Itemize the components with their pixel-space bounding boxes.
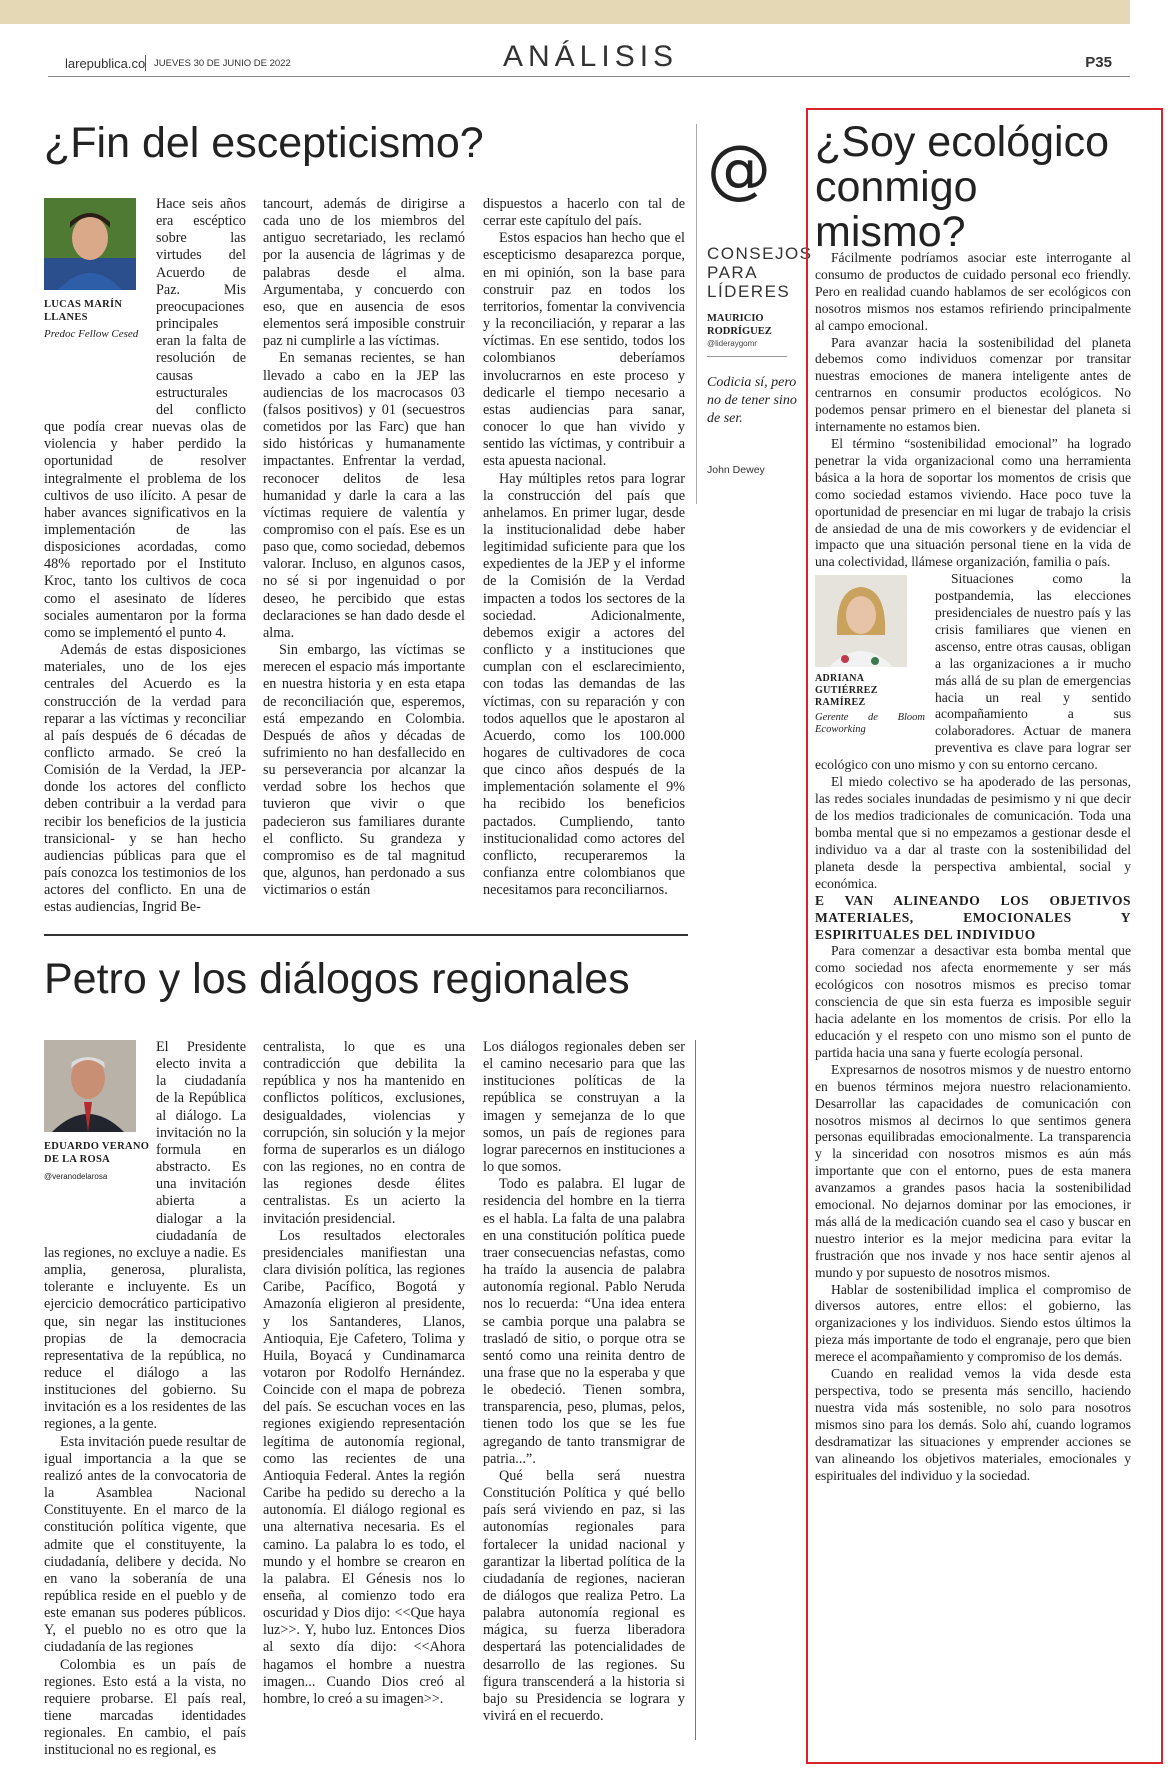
column-divider bbox=[695, 1040, 696, 1740]
paragraph: Para comenzar a desactivar esta bomba mental que como sociedad nos afecta enormemente y ser más ecológicos con nosotros mismos es preciso tomar consciencia de que sin esta fuerza es imposible seguir hacia adelante en los momentos de crisis. Por ello la educación y el respeto con uno mismo son el punto de partida hacia una sana y fuerte ecología personal. bbox=[815, 943, 1131, 1060]
author-role: Gerente de Bloom Ecoworking bbox=[815, 712, 925, 736]
article1-column-1 bbox=[44, 196, 246, 917]
section-name: ANÁLISIS bbox=[503, 40, 679, 73]
paragraph: Para avanzar hacia la sostenibilidad del planeta debemos como individuos comenzar por transitar nuestras emociones de manera inteligente antes de centrarnos en consumir productos ecológicos. No podemos pensar primero en el bienestar del planeta si internamente no estamos bien. bbox=[815, 334, 1131, 435]
author-name: LUCAS MARÍN LLANES bbox=[44, 299, 123, 323]
sidebar-author-name: MAURICIO RODRÍGUEZ bbox=[707, 313, 772, 337]
paragraph: En semanas recientes, se han llevado a cabo en la JEP las audiencias de los macrocasos 03 (falsos positivos) y 01 (secuestros cometidos por las Farc) que han sido históricas y humanamente impactantes. Enfrentar la verdad, reconocer delitos de lesa humanidad y darle la cara a las víctimas requiere de valentía y compromiso con el país. Ese es un paso que, como sociedad, debemos valorar. Incluso, en algunos casos, no sé si por ingenuidad o por deseo, he percibido que estas declaraciones se han dado desde el alma. bbox=[263, 350, 465, 641]
paragraph: Hace seis años era escéptico sobre las virtudes del Acuerdo de Paz. Mis preocupaciones principales eran la falta de resolución de causas estructurales del conflicto que podía crear nuevas olas de violencia y haber perdido la oportunidad de resolver integralmente el problema de los cultivos de uso ilícito. A pesar de haber avances significativos en la implementación de las disposiciones acordadas, como 48% reportado por el Instituto Kroc, tanto los cultivos de coca como el asesinato de líderes sociales aumentaron por la forma como se implementó el punto 4. bbox=[44, 196, 246, 641]
paragraph: dispuestos a hacerlo con tal de cerrar este capítulo del país. bbox=[483, 196, 685, 230]
article3-body bbox=[815, 250, 1131, 1484]
paragraph: Los resultados electorales presidenciales manifiestan una clara división política, las regiones Caribe, Pacífico, Bogotá y Amazonía eligieron al presidente, y los Santanderes, Llanos, Antioquia, Eje Cafetero, Tolima y Huila, Boyacá y Cundinamarca votaron por Rodolfo Hernández. Coincide con el mapa de pobreza del país. Se escuchan voces en las regiones exigiendo representación legítima de autonomía regional, como las recientes de una Antioquia Federal. Antes la región Caribe ha pedido su derecho a la autonomía. El diálogo regional es una alternativa necesaria. Es el camino. La palabra lo es todo, el mundo y el hombre se crearon en la palabra. El Génesis nos lo enseña, al comienzo todo era oscuridad y Dios dijo: <<Que haya luz>>. Y, hubo luz. Entonces Dios al sexto día dijo: <<Ahora hagamos el hombre a nuestra imagen... Cuando Dios creó al hombre, lo creó a su imagen>>. bbox=[263, 1227, 465, 1707]
article2-column-3 bbox=[483, 1039, 685, 1725]
paragraph: tancourt, además de dirigirse a cada uno de los miembros del antiguo secretariado, les reclamó por la ausencia de lágrimas y de palabras desde el alma. Argumentaba, y concuerdo con eso, que en ausencia de esos elementos será imposible construir paz ni cumplirle a las víctimas. bbox=[263, 196, 465, 350]
article1-column-3 bbox=[483, 196, 685, 899]
author-name: ADRIANA GUTIÉRREZ RAMÍREZ bbox=[815, 673, 878, 709]
article2-column-2 bbox=[263, 1039, 465, 1708]
article2-column-1 bbox=[44, 1039, 246, 1760]
page-header bbox=[48, 40, 1130, 77]
paragraph: Esta invitación puede resultar de igual importancia a la que se realizó antes de la convocatoria de la Asamblea Nacional Constituyente. En el marco de la constitución política vigente, que admite que el constituyente, la ciudadanía, delibere y decida. No en vano la soberanía de una república reside en el pueblo y de este emanan sus poderes públicos. Y, el pueblo no es otro que la ciudadanía de las regiones bbox=[44, 1433, 246, 1656]
paragraph: Qué bella será nuestra Constitución Política y qué bello país será viviendo en paz, si las autonomías regionales para fortalecer la unidad nacional y garantizar la libertad política de la ciudadanía de regiones, nacieran de diálogos que realiza Petro. La palabra autonomía regional es mágica, su fuerza liberadora despertará las potencialidades de desarrollo de las regiones. Su figura transcenderá a la historia si bajo su Presidencia se lograra y vivirá en el recuerdo. bbox=[483, 1467, 685, 1725]
paragraph: Colombia es un país de regiones. Esto está a la vista, no requiere probarse. El país real, tiene marcadas identidades regionales. En cambio, el país institucional no es regional, es bbox=[44, 1656, 246, 1759]
paragraph: centralista, lo que es una contradicción que debilita la república y nos ha mantenido en conflictos políticos, exclusiones, desigualdades, violencias y corrupción, sin solución y la mejor forma de superarlos es un diálogo con las regiones, no en contra de las regiones desde élites centralistas. Es un acierto la invitación presidencial. bbox=[263, 1039, 465, 1227]
author-handle[interactable]: @veranodelarosa bbox=[44, 1172, 108, 1181]
article1-title: ¿Fin del escepticismo? bbox=[44, 119, 484, 167]
article-divider bbox=[44, 934, 688, 936]
at-symbol-icon: @ bbox=[707, 133, 771, 207]
paragraph: Hay múltiples retos para lograr la construcción del país que anhelamos. En primer lugar, desde la institucionalidad debe haber legitimidad suficiente para que los expedientes de la JEP y el informe de la Comisión de la Verdad impacten a todos los sectores de la sociedad. Adicionalmente, debemos exigir a actores del conflicto y a instituciones que cumplan con el esclarecimiento, con todas las demandas de las víctimas, con su reparación y con todos aquellos que le apostaron al Acuerdo, como los 100.000 hogares de cultivadores de coca que cinco años después de la implementación solamente el 9% ha recibido los beneficios pactados. Cumpliendo, tanto institucionalidad como actores del conflicto, recuperaremos la confianza entre colombianos que necesitamos para reconciliarnos. bbox=[483, 470, 685, 899]
article2-title: Petro y los diálogos regionales bbox=[44, 955, 630, 1003]
author-wrap-space bbox=[44, 1039, 156, 1234]
sidebar-quote-author: John Dewey bbox=[707, 464, 765, 476]
paragraph: Además de estas disposiciones materiales, uno de los ejes centrales del Acuerdo es la construcción de la verdad para reparar a las víctimas y reconciliar al país después de 6 décadas de conflicto armado. Se creó la Comisión de la Verdad, la JEP- donde los actores del conflicto deben contribuir a la verdad para recibir los beneficios de la justicia transicional- y se han hecho audiencias públicas para que el país conozca los testimonios de los actores del conflicto. En una de estas audiencias, Ingrid Be- bbox=[44, 642, 246, 916]
paragraph: Situaciones como la postpandemia, las elecciones presidenciales de nuestro país y las crisis familiares que vienen en ascenso, entre otras causas, obligan a las organizaciones a ir mucho más allá de su plan de emergencias hacia un real y sentido acompañamiento a sus colaboradores. Actuar de manera preventiva es clave para lograr ser ecológico con uno mismo y con su entorno cercano. bbox=[815, 571, 1131, 773]
header-separator bbox=[145, 55, 146, 71]
sidebar-author-handle[interactable]: @lideraygomr bbox=[707, 339, 757, 348]
author-name: EDUARDO VERANO DE LA ROSA bbox=[44, 1141, 150, 1165]
sidebar-label: CONSEJOS PARA LÍDERES bbox=[707, 244, 813, 301]
paragraph: Todo es palabra. El lugar de residencia del hombre en la tierra es el habla. La falta de una palabra en una constitución política puede traer consecuencias nefastas, como ha traído la ausencia de palabra autonomía regional. Pablo Neruda nos lo recuerda: “Una idea entera se cambia porque una palabra se trasladó de sitio, o porque otra se sentó como una reinita dentro de una frase que no la esperaba y que le obedeció. Tienen sombra, transparencia, peso, plumas, pelos, tienen todo los que se les fue agregando de tanto transmigrar de patria...”. bbox=[483, 1176, 685, 1467]
issue-date: JUEVES 30 DE JUNIO DE 2022 bbox=[154, 58, 291, 69]
site-name[interactable]: larepublica.co bbox=[65, 56, 146, 71]
sidebar-quote: Codicia sí, pero no de tener sino de ser. bbox=[707, 375, 797, 426]
article1-column-2 bbox=[263, 196, 465, 899]
author-role: Predoc Fellow Cesed bbox=[44, 328, 139, 340]
article3-author bbox=[815, 575, 925, 755]
top-color-bar bbox=[0, 0, 1130, 24]
page-number: P35 bbox=[1085, 54, 1112, 71]
quote-sidebar bbox=[696, 124, 813, 504]
paragraph: Los diálogos regionales deben ser el camino necesario para que las instituciones políticas de la república se construyan a la imagen y semejanza de lo que somos, un país de regiones para lograr parecernos en instituciones a lo que somos. bbox=[483, 1039, 685, 1176]
paragraph: Sin embargo, las víctimas se merecen el espacio más importante en nuestra historia y en esta etapa de reconciliación que, esperemos, está empezando en Colombia. Después de años y décadas de sufrimiento no han desfallecido en su perseverancia por alcanzar la verdad sobre los hechos que tuvieron que vivir o que padecieron sus familiares durante el conflicto. Su grandeza y compromiso es de tal magnitud que, algunos, han perdonado a sus victimarios o están bbox=[263, 642, 465, 899]
paragraph: Cuando en realidad vemos la vida desde esta perspectiva, todo se presenta más sencillo, haciendo nuestra vida más sostenible, no solo para nosotros mismos sino para los demás. Solo ahí, cuando logramos desdramatizar las situaciones y emprender acciones se van alineando los objetivos materiales, emocionales y espirituales del individuo y la sociedad. bbox=[815, 1366, 1131, 1483]
paragraph: Expresarnos de nosotros mismos y de nuestro entorno en buenos términos mejora nuestro relacionamiento. Desarrollar las capacidades de comunicación con nosotros mismos al decirnos lo que sentimos genera personas equilibradas emocionalmente. La transparencia y la sinceridad con nosotros mismos es aún más importante que con el entorno, pues de esta manera avanzamos a grandes pasos hacia la sostenibilidad emocional. No dejarnos dominar por las emociones, ir más allá de la medicación cuando sea el caso y buscar en nuestro interior es la mejor medicina para evitar la frustración que nos invade y nos hace sentir ajenos al mundo y por supuesto de nosotros mismos. bbox=[815, 1061, 1131, 1280]
article3-title: ¿Soy ecológico conmigo mismo? bbox=[815, 118, 1109, 257]
paragraph: El término “sostenibilidad emocional” ha logrado penetrar la vida organizacional como una herramienta básica a la hora de soportar los momentos de crisis que como sociedad estamos viviendo. Hace poco tuve la oportunidad de presenciar en mi lugar de trabajo la crisis de ansiedad de una de mis coworkers y de evidenciar el impacto que una situación personal tiene en la vida de una colectividad, llámese organización, familia o país. bbox=[815, 435, 1131, 570]
paragraph: El miedo colectivo se ha apoderado de las personas, las redes sociales inundadas de pesimismo y ni que decir de los medios tradicionales de comunicación. Toda una bomba mental que si no empezamos a gestionar desde el individuo va a dar al traste con la sostenibilidad del planeta desde la perspectiva ambiental, social y económica. bbox=[815, 774, 1131, 891]
paragraph: Fácilmente podríamos asociar este interrogante al consumo de productos de cuidado personal eco friendly. Pero en realidad cuando hablamos de ser ecológicos con nosotros mismos nos estamos refiriendo principalmente al campo emocional. bbox=[815, 250, 1131, 333]
author-wrap-space bbox=[44, 196, 156, 406]
author-photo bbox=[815, 575, 907, 667]
sidebar-divider bbox=[707, 356, 787, 357]
paragraph: Estos espacios han hecho que el escepticismo desaparezca porque, en mi opinión, son la base para construir paz en todos los territorios, fomentar la convivencia y la reconciliación, y reparar a las víctimas. En ese sentido, todos los colombianos deberíamos involucrarnos en este proceso y dedicarle el tiempo necesario a estas audiencias para sanar, conocer lo que han vivido y sentido las víctimas, y contribuir a esta apuesta nacional. bbox=[483, 230, 685, 470]
paragraph: El Presidente electo invita a la ciudadanía de la República al diálogo. La invitación no la formula en abstracto. Es una invitación abierta a dialogar a la ciudadanía de las regiones, no excluye a nadie. Es amplia, generosa, pluralista, tolerante e incluyente. Es un ejercicio democrático participativo que, sin negar las instituciones propias de la democracia representativa de la república, no reduce el diálogo a las instituciones del gobierno. Su invitación es a los residentes de las regiones, a la gente. bbox=[44, 1039, 246, 1433]
paragraph: Hablar de sostenibilidad implica el compromiso de diversos autores, entre ellos: el gobierno, las organizaciones y los individuos. Siendo estos últimos la pieza más importante de todo el engranaje, pero que bien merece el acompañamiento y compromiso de los demás. bbox=[815, 1281, 1131, 1365]
article3-subhead: E VAN ALINEANDO LOS OBJETIVOS MATERIALES, EMOCIONALES Y ESPIRITUALES DEL INDIVIDUO bbox=[815, 893, 1131, 943]
